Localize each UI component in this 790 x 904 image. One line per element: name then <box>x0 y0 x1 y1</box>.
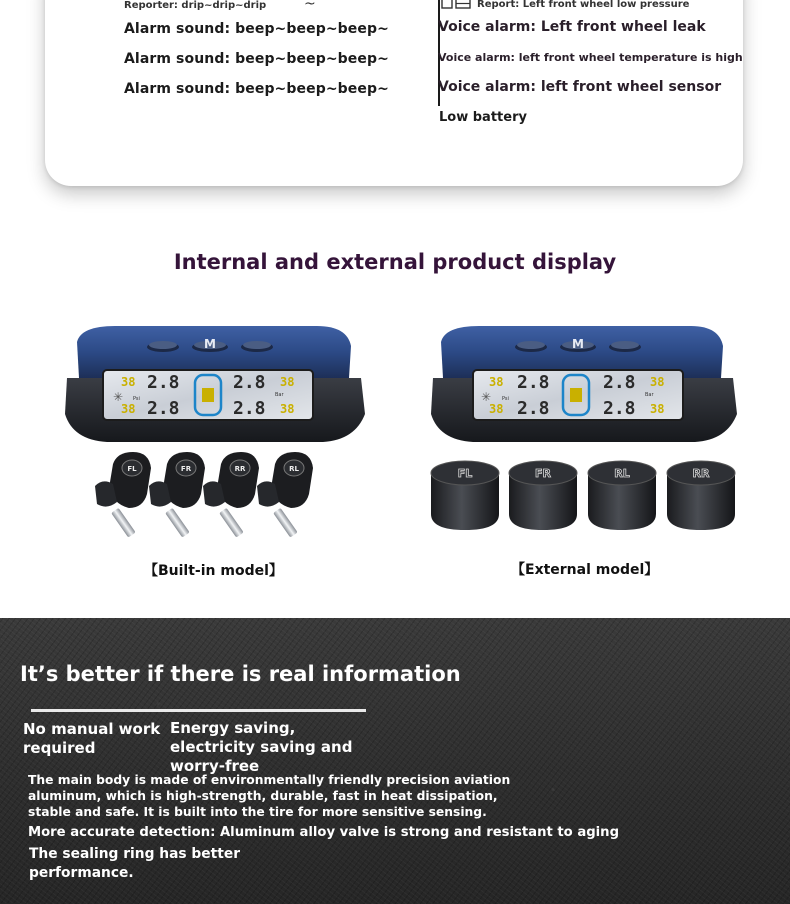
sealing-ring-text: The sealing ring has better performance. <box>29 846 241 881</box>
material-description-line-2: aluminum, which is high-strength, durable, fast in heat dissipation, <box>28 789 498 803</box>
lcd-right-bottom: 38 <box>650 402 665 416</box>
voice-alarm-temperature: Voice alarm: left front wheel temperature is high <box>438 51 743 64</box>
valve-sensor-fl <box>95 452 151 538</box>
material-description-line-3: stable and safe. It is built into the tire for more sensitive sensing. <box>28 805 487 819</box>
m-button-label: M <box>572 337 584 351</box>
svg-text:✳: ✳ <box>481 390 492 404</box>
banner-title: It’s better if there is real information <box>20 662 461 686</box>
material-description-line-1: The main body is made of environmentally friendly precision aviation <box>28 773 511 787</box>
tilde-glyph: ~ <box>304 0 316 12</box>
tire-cap-rr <box>667 461 735 530</box>
banner-divider <box>31 709 366 712</box>
valve-sensor-fr <box>149 452 205 538</box>
lcd-pressure-1: 2.8 <box>517 372 550 393</box>
lcd-psi-label: Psi <box>502 396 509 402</box>
svg-text:FL: FL <box>457 467 473 480</box>
tire-cap-rl <box>588 461 656 530</box>
m-button-label: M <box>204 337 216 351</box>
svg-text:RR: RR <box>234 465 246 473</box>
lcd-pressure-1: 2.8 <box>147 372 180 393</box>
voice-alarm-sensor: Voice alarm: left front wheel sensor <box>438 79 722 95</box>
detection-text: More accurate detection: Aluminum alloy valve is strong and resistant to aging <box>28 825 620 840</box>
svg-text:FL: FL <box>127 465 137 473</box>
reporter-text: Reporter: drip~drip~drip <box>124 0 267 11</box>
lcd-right-top: 38 <box>280 375 295 389</box>
alarm-sound-1: Alarm sound: beep~beep~beep~ <box>124 21 389 37</box>
svg-text:RL: RL <box>289 465 299 473</box>
external-product-image <box>425 318 745 548</box>
lcd-pressure-2: 2.8 <box>147 398 180 419</box>
lcd-left-bottom: 38 <box>121 402 136 416</box>
lcd-left-top: 38 <box>121 375 136 389</box>
info-banner <box>0 618 790 904</box>
alarm-sound-2: Alarm sound: beep~beep~beep~ <box>124 51 389 67</box>
builtin-model-caption: 【Built-in model】 <box>144 563 283 579</box>
lcd-pressure-4: 2.8 <box>603 398 636 419</box>
lcd-psi-label: Psi <box>133 396 140 402</box>
low-battery-text: Low battery <box>439 110 527 125</box>
lcd-right-bottom: 38 <box>280 402 295 416</box>
lcd-right-top: 38 <box>650 375 665 389</box>
section-title: Internal and external product display <box>173 250 617 274</box>
lcd-pressure-3: 2.8 <box>603 372 636 393</box>
lcd-bar-label: Bar <box>275 392 284 398</box>
alarm-sound-3: Alarm sound: beep~beep~beep~ <box>124 81 389 97</box>
external-model-caption: 【External model】 <box>511 562 659 578</box>
speaker-icon <box>441 0 475 10</box>
valve-sensor-rr <box>203 452 259 538</box>
svg-text:FR: FR <box>535 467 551 480</box>
report-text: Report: Left front wheel low pressure <box>477 0 690 10</box>
lcd-pressure-2: 2.8 <box>517 398 550 419</box>
no-manual-work-text: No manual work required <box>23 720 161 757</box>
svg-text:FR: FR <box>180 465 192 473</box>
lcd-pressure-3: 2.8 <box>233 372 266 393</box>
builtin-product-image <box>55 318 375 548</box>
lcd-pressure-4: 2.8 <box>233 398 266 419</box>
lcd-left-bottom: 38 <box>489 402 504 416</box>
tire-cap-fl <box>431 461 499 530</box>
voice-alarm-leak: Voice alarm: Left front wheel leak <box>438 19 706 35</box>
svg-text:✳: ✳ <box>113 390 124 404</box>
lcd-left-top: 38 <box>489 375 504 389</box>
tire-cap-fr <box>509 461 577 530</box>
svg-text:RR: RR <box>692 467 710 480</box>
energy-saving-text: Energy saving, electricity saving and worry-free <box>170 719 353 775</box>
lcd-bar-label: Bar <box>645 392 654 398</box>
valve-sensor-rl <box>257 452 313 538</box>
svg-text:RL: RL <box>614 467 630 480</box>
